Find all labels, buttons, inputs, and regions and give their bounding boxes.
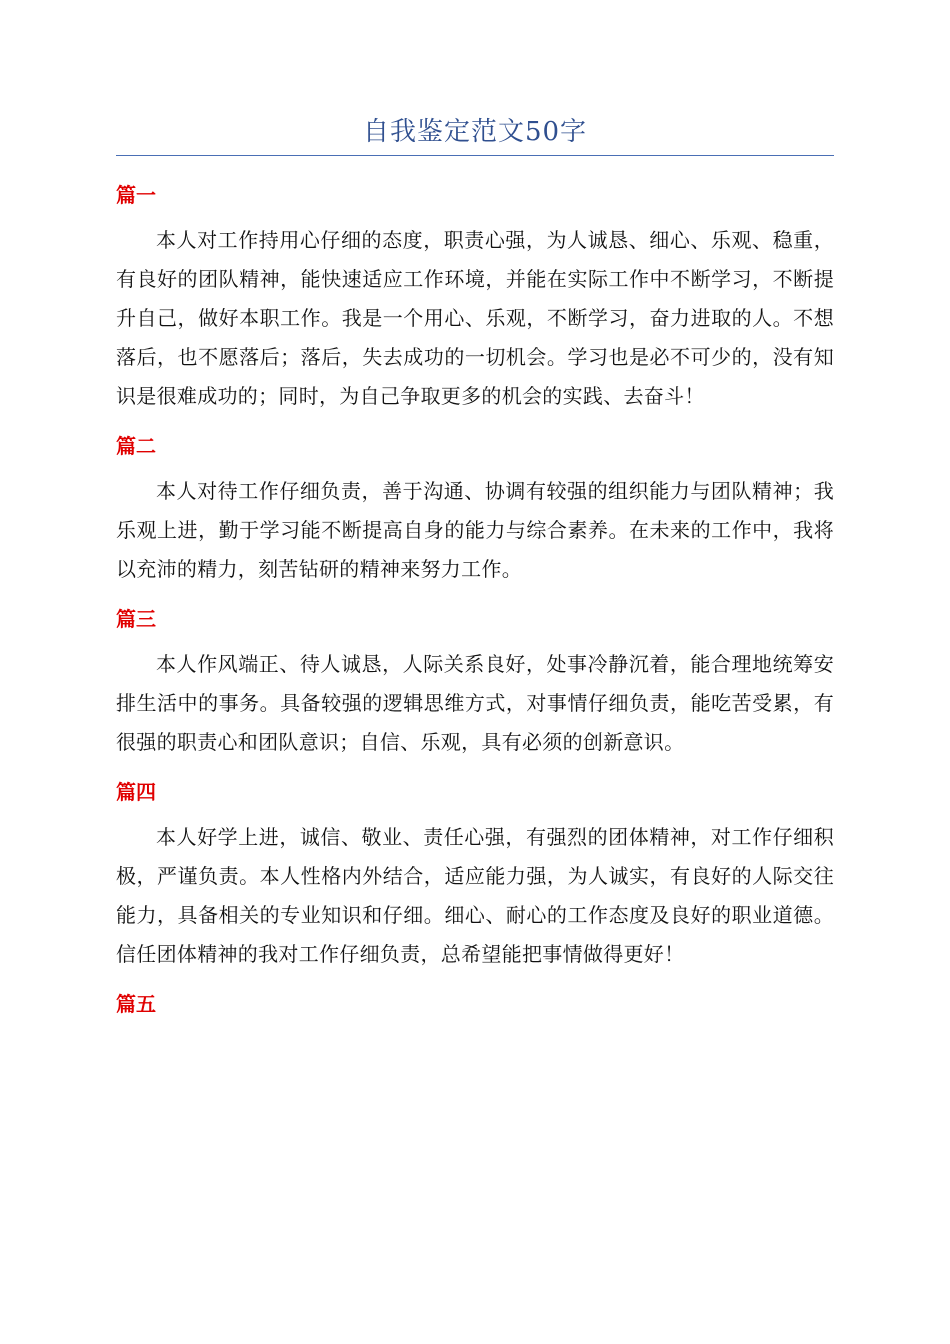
document-body xyxy=(116,177,834,1030)
section-heading: 篇二 xyxy=(116,434,156,458)
section-heading: 篇三 xyxy=(116,607,156,631)
section-5 xyxy=(116,986,834,1022)
document-title: 自我鉴定范文50字 xyxy=(362,117,588,147)
section-heading: 篇五 xyxy=(116,992,156,1016)
section-paragraph: 本人对工作持用心仔细的态度，职责心强，为人诚恳、细心、乐观、稳重，有良好的团队精神，能快速适应工作环境，并能在实际工作中不断学习，不断提升自己，做好本职工作。我是一个用心、乐观，不断学习，奋力进取的人。不想落后，也不愿落后；落后，失去成功的一切机会。学习也是必不可少的，没有知识是很难成功的；同时，为自己争取更多的机会的实践、去奋斗！ xyxy=(116,228,834,408)
section-paragraph: 本人好学上进，诚信、敬业、责任心强，有强烈的团体精神，对工作仔细积极，严谨负责。本人性格内外结合，适应能力强，为人诚实，有良好的人际交往能力，具备相关的专业知识和仔细。细心、耐心的工作态度及良好的职业道德。信任团体精神的我对工作仔细负责，总希望能把事情做得更好！ xyxy=(116,825,834,966)
section-3 xyxy=(116,601,834,762)
section-heading: 篇一 xyxy=(116,183,156,207)
section-heading: 篇四 xyxy=(116,780,156,804)
section-paragraph: 本人作风端正、待人诚恳，人际关系良好，处事冷静沉着，能合理地统筹安排生活中的事务。具备较强的逻辑思维方式，对事情仔细负责，能吃苦受累，有很强的职责心和团队意识；自信、乐观，具有必须的创新意识。 xyxy=(116,652,834,754)
section-paragraph: 本人对待工作仔细负责，善于沟通、协调有较强的组织能力与团队精神；我乐观上进，勤于学习能不断提高自身的能力与综合素养。在未来的工作中，我将以充沛的精力，刻苦钻研的精神来努力工作。 xyxy=(116,479,834,581)
section-4 xyxy=(116,774,834,974)
section-1 xyxy=(116,177,834,416)
title-underline-rule xyxy=(116,155,834,156)
section-2 xyxy=(116,428,834,589)
